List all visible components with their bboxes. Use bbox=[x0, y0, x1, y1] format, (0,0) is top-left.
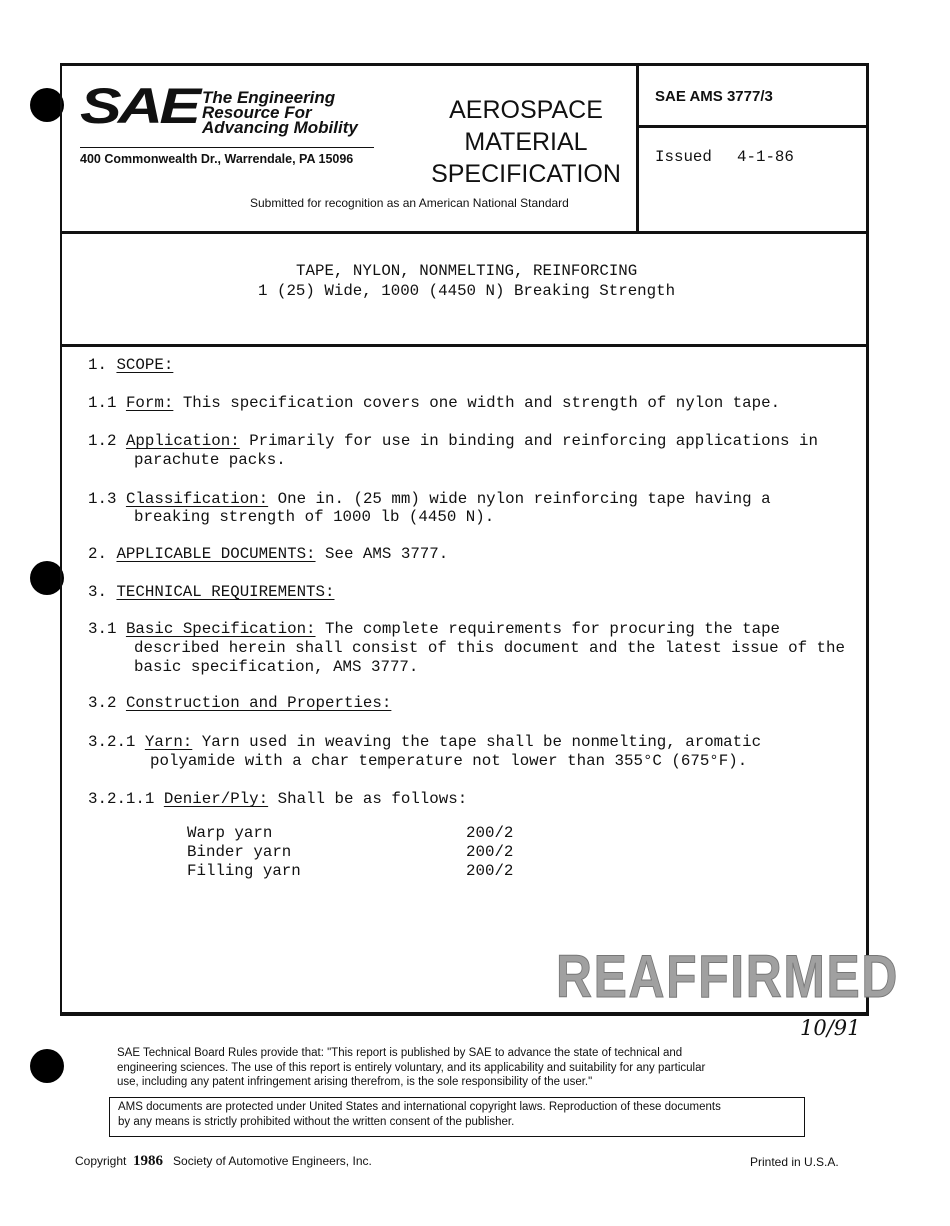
section-text: basic specification, AMS 3777. bbox=[134, 658, 419, 676]
rules-line: SAE Technical Board Rules provide that: "This report is published by SAE to advance the state of technical and bbox=[117, 1047, 683, 1059]
copyright-notice-box bbox=[109, 1097, 805, 1137]
logo-tagline bbox=[202, 90, 358, 135]
section-text: See AMS 3777. bbox=[325, 545, 449, 563]
copyright-prefix: Copyright bbox=[75, 1154, 127, 1168]
frame-left bbox=[60, 63, 62, 1016]
yarn-name: Warp yarn bbox=[187, 824, 273, 842]
rules-line: engineering sciences. The use of this report is entirely voluntary, and its applicability and suitability for any particular bbox=[117, 1061, 706, 1074]
title-line: MATERIAL bbox=[464, 128, 588, 156]
board-rules bbox=[117, 1046, 705, 1090]
section-title: SCOPE: bbox=[116, 356, 174, 374]
subject-line-2: 1 (25) Wide, 1000 (4450 N) Breaking Strength bbox=[258, 282, 676, 300]
frame-right bbox=[866, 63, 869, 1016]
section-1 bbox=[88, 356, 173, 375]
section-text: breaking strength of 1000 lb (4450 N). bbox=[134, 508, 495, 526]
section-title: Application: bbox=[125, 432, 240, 450]
yarn-value: 200/2 bbox=[466, 843, 514, 861]
reaffirmed-stamp: REAFFIRMED bbox=[556, 943, 900, 1010]
section-3-2 bbox=[88, 694, 391, 713]
section-title: Form: bbox=[125, 394, 174, 412]
frame-bottom bbox=[60, 1012, 869, 1016]
rules-line: use, including any patent infringement arising therefrom, is the sole responsibility of the user." bbox=[117, 1076, 593, 1088]
section-number: 3.2.1.1 bbox=[88, 790, 155, 808]
punch-hole bbox=[30, 88, 64, 122]
section-text: Yarn used in weaving the tape shall be nonmelting, aromatic bbox=[201, 733, 762, 751]
section-number: 1.2 bbox=[88, 432, 117, 450]
frame-top bbox=[60, 63, 869, 66]
copyright-owner: Society of Automotive Engineers, Inc. bbox=[173, 1154, 372, 1168]
yarn-name: Filling yarn bbox=[187, 862, 301, 880]
yarn-value: 200/2 bbox=[466, 862, 514, 880]
section-number: 1.3 bbox=[88, 490, 117, 508]
section-number: 3.1 bbox=[88, 620, 117, 638]
section-title: TECHNICAL REQUIREMENTS: bbox=[116, 583, 335, 601]
section-3-1 bbox=[88, 620, 780, 639]
address: 400 Commonwealth Dr., Warrendale, PA 15096 bbox=[80, 152, 354, 166]
tagline-line: Advancing Mobility bbox=[202, 118, 358, 137]
submitted-note: Submitted for recognition as an American National Standard bbox=[250, 196, 569, 210]
section-text: described herein shall consist of this document and the latest issue of the bbox=[134, 639, 845, 657]
tagline-line: Resource For bbox=[202, 103, 312, 122]
notice-line: AMS documents are protected under United States and international copyright laws. Reproduction of these documents bbox=[118, 1101, 721, 1113]
tagline-line: The Engineering bbox=[202, 88, 336, 107]
title-line: AEROSPACE bbox=[449, 96, 603, 124]
section-text: One in. (25 mm) wide nylon reinforcing tape having a bbox=[277, 490, 771, 508]
section-number: 3.2 bbox=[88, 694, 117, 712]
section-3-2-1 bbox=[88, 733, 761, 752]
printed-in: Printed in U.S.A. bbox=[750, 1155, 839, 1169]
section-1-3 bbox=[88, 490, 771, 509]
subject-line-1: TAPE, NYLON, NONMELTING, REINFORCING bbox=[296, 262, 638, 280]
section-text: This specification covers one width and strength of nylon tape. bbox=[182, 394, 781, 412]
issued-date: 4-1-86 bbox=[737, 148, 794, 166]
yarn-table bbox=[187, 824, 513, 881]
copyright-year: 1986 bbox=[133, 1153, 164, 1169]
section-title: Basic Specification: bbox=[125, 620, 316, 638]
section-number: 1. bbox=[88, 356, 107, 374]
section-text: Shall be as follows: bbox=[277, 790, 468, 808]
sae-logo: SAE bbox=[80, 78, 198, 134]
section-title: APPLICABLE DOCUMENTS: bbox=[116, 545, 316, 563]
yarn-value: 200/2 bbox=[466, 824, 514, 842]
spec-title bbox=[410, 94, 642, 190]
table-row bbox=[187, 862, 513, 881]
punch-hole bbox=[30, 561, 64, 595]
section-text: polyamide with a char temperature not lower than 355°C (675°F). bbox=[150, 752, 748, 770]
section-title: Construction and Properties: bbox=[125, 694, 392, 712]
section-1-2 bbox=[88, 432, 818, 451]
doc-number: SAE AMS 3777/3 bbox=[655, 88, 773, 105]
section-title: Denier/Ply: bbox=[163, 790, 269, 808]
section-text: The complete requirements for procuring the tape bbox=[325, 620, 781, 638]
section-number: 2. bbox=[88, 545, 107, 563]
header-bottom-rule bbox=[60, 231, 869, 234]
section-number: 1.1 bbox=[88, 394, 117, 412]
section-title: Classification: bbox=[125, 490, 269, 508]
section-1-1 bbox=[88, 394, 780, 413]
title-line: SPECIFICATION bbox=[431, 160, 621, 188]
handwritten-date: 10/91 bbox=[800, 1016, 861, 1040]
section-3-2-1-1 bbox=[88, 790, 467, 809]
subject-bottom-rule bbox=[60, 344, 869, 347]
copyright-line bbox=[75, 1153, 372, 1170]
section-number: 3. bbox=[88, 583, 107, 601]
section-number: 3.2.1 bbox=[88, 733, 136, 751]
punch-hole bbox=[30, 1049, 64, 1083]
logo-rule bbox=[80, 147, 374, 148]
section-text: parachute packs. bbox=[134, 451, 286, 469]
table-row bbox=[187, 824, 513, 843]
table-row bbox=[187, 843, 513, 862]
section-2 bbox=[88, 545, 448, 564]
notice-line: by any means is strictly prohibited without the written consent of the publisher. bbox=[118, 1115, 515, 1128]
header-divider-right bbox=[636, 125, 868, 128]
section-3 bbox=[88, 583, 335, 602]
yarn-name: Binder yarn bbox=[187, 843, 292, 861]
section-text: Primarily for use in binding and reinforcing applications in bbox=[249, 432, 818, 450]
issued-label: Issued bbox=[655, 148, 712, 166]
section-title: Yarn: bbox=[144, 733, 193, 751]
